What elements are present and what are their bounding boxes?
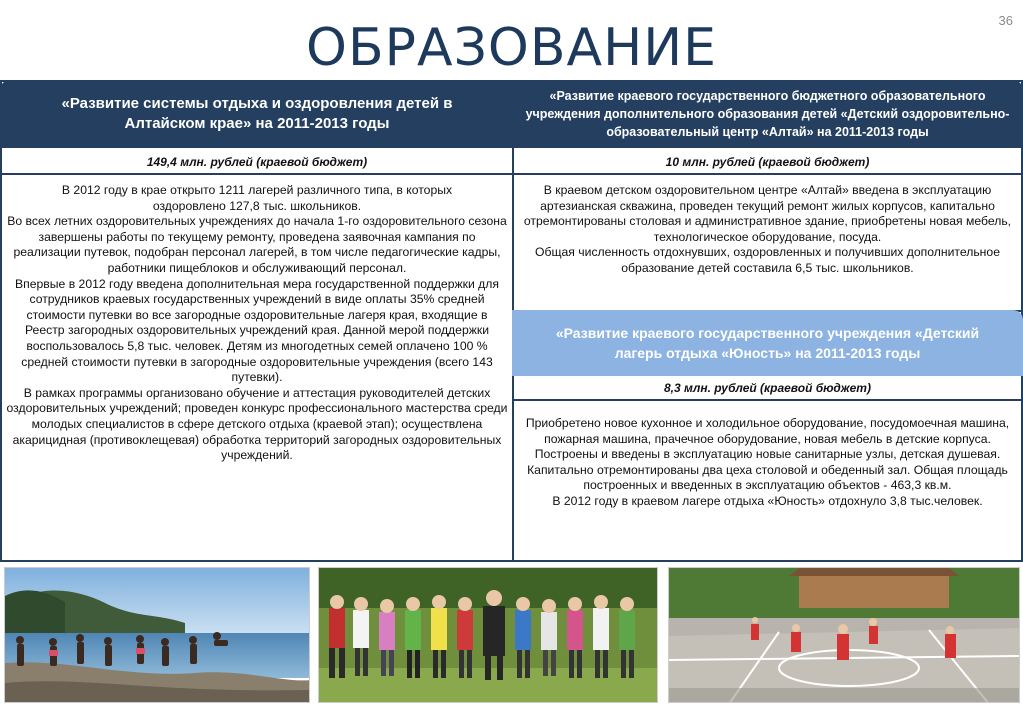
paragraph: Впервые в 2012 году введена дополнительная мера государственной поддержки для сотрудников краевых государственных учреждений в виде оплаты 35% средней стоимости путевки во все загородные оздоровительные лагеря края, входящие в Реестр загородных оздоровительных учреждений края. Данной мерой поддержки воспользовалось 5,8 тыс. человек. Детям из многодетных семей оплачено 100 % средней стоимости путевки в загородные оздоровительные учреждения (всего 143 путевки). (15, 276, 499, 385)
altai-center-text (516, 183, 1019, 277)
yunost-camp-budget: 8,3 млн. рублей (краевой бюджет) (514, 377, 1021, 401)
paragraph: Приобретено новое кухонное и холодильное оборудование, посудомоечная машина, пожарная машина, прачечное оборудование, новая мебель в детские корпуса. Построены и введены в эксплуатацию новые санитарные узлы, детская душевая. Капитально отремонтированы два цеха столовой и обеденный зал. Общая площадь построенных и введенных в эксплуатацию объектов - 463,3 кв.м. (525, 416, 1010, 493)
page-title: ОБРАЗОВАНИЕ (306, 18, 717, 78)
altai-center-heading: «Развитие краевого государственного бюджетного образовательного учреждения дополнительного образования детей «Детский оздоровительно-образовательный центр «Алтай» на 2011-2013 годы (512, 80, 1023, 148)
paragraph: В 2012 году в крае открыто 1211 лагерей различного типа, в которых оздоровлено 127,8 тыс. школьников. (61, 183, 453, 213)
yunost-camp-text (516, 416, 1019, 510)
paragraph: Общая численность отдохнувших, оздоровленных и получивших дополнительное образование детей составила 6,5 тыс. школьников. (535, 245, 1000, 275)
children-image (319, 568, 658, 703)
paragraph: Во всех летних оздоровительных учреждениях до начала 1-го оздоровительного сезона завершены работы по текущему ремонту, проведена заявочная кампания по реализации путевок, подобран персонал лагерей, в том числе педагогические кадры, работники пищеблоков и обслуживающий персонал. (7, 214, 507, 275)
sports-court-photo (668, 567, 1020, 703)
paragraph: В краевом детском оздоровительном центре «Алтай» введена в эксплуатацию артезианская скважина, проведен текущий ремонт жилых корпусов, капитально отремонтированы столовая и административное здание, приобретены новая мебель, технологическое оборудование, посуда. (523, 183, 1012, 244)
court-image (669, 568, 1020, 703)
paragraph: В 2012 году в краевом лагере отдыха «Юность» отдохнуло 3,8 тыс.человек. (552, 493, 983, 508)
yunost-camp-heading: «Развитие краевого государственного учреждения «Детский лагерь отдыха «Юность» на 2011-2013 годы (512, 310, 1023, 376)
slide-number: 36 (998, 13, 1013, 28)
beach-photo (4, 567, 310, 703)
left-program-heading: «Развитие системы отдыха и оздоровления детей в Алтайском крае» на 2011-2013 годы (0, 80, 514, 148)
children-group-photo (318, 567, 658, 703)
beach-image (5, 568, 310, 703)
left-program-text (6, 183, 508, 464)
paragraph: В рамках программы организовано обучение и аттестация руководителей детских оздоровительных учреждений; проведен конкурс профессионального мастерства среди молодых специалистов в сфере детского отдыха (краевой этап); осуществлена акарицидная (противоклещевая) обработка территорий загородных оздоровительных учреждений. (6, 385, 508, 463)
left-program-budget: 149,4 млн. рублей (краевой бюджет) (2, 151, 512, 175)
altai-center-budget: 10 млн. рублей (краевой бюджет) (514, 151, 1021, 175)
